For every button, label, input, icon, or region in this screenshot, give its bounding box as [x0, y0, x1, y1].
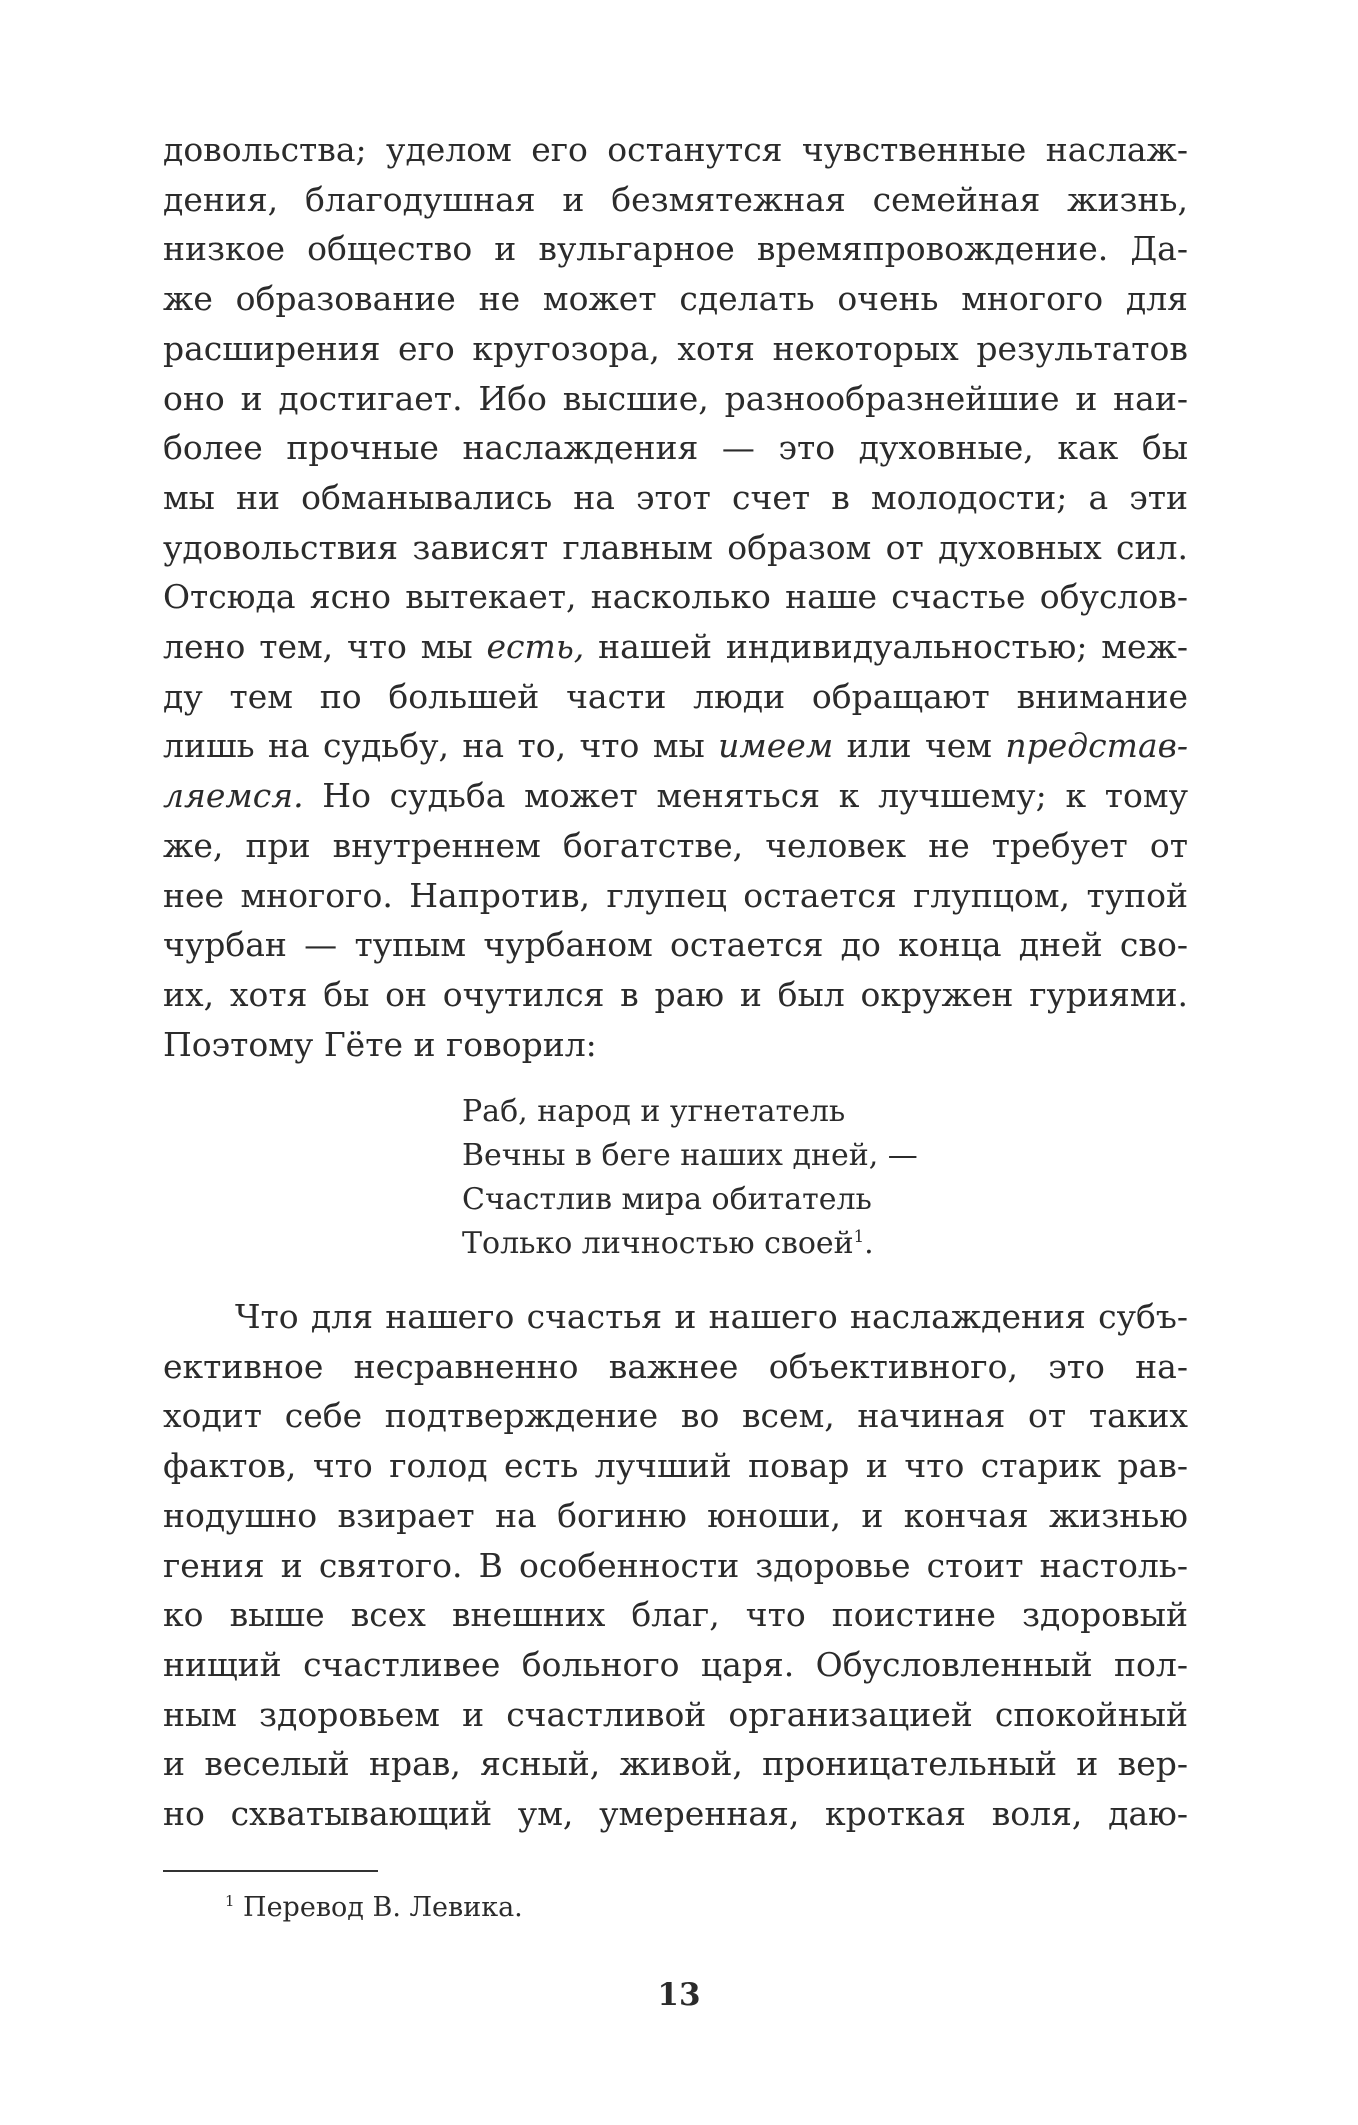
text-line: Что для нашего счастья и нашего наслаждения субъ-: [235, 1297, 1188, 1336]
text-line: же образование не может сделать очень многого для: [163, 279, 1188, 319]
footnote: [225, 1892, 523, 1923]
text-line: Отсюда ясно вытекает, насколько наше счастье обуслов-: [163, 577, 1188, 617]
text-line: ективное несравненно важнее объективного, это на-: [163, 1346, 1188, 1386]
footnote-reference[interactable]: 1: [853, 1227, 865, 1246]
text-line: ходит себе подтверждение во всем, начиная от таких: [163, 1396, 1188, 1436]
text-line: [163, 721, 1188, 771]
paragraph-1: [163, 125, 1188, 1069]
footnote-mark: 1: [225, 1892, 235, 1910]
text-run: нашей индивидуальностью; меж-: [584, 627, 1188, 667]
text-line: расширения его кругозора, хотя некоторых результатов: [163, 328, 1188, 368]
verse-line: [462, 1222, 918, 1266]
text-line: [163, 771, 1188, 821]
text-line: более прочные наслаждения — это духовные, как бы: [163, 428, 1188, 468]
text-line: Поэтому Гёте и говорил:: [163, 1024, 597, 1064]
verse-quote: [462, 1090, 918, 1266]
text-line: ко выше всех внешних благ, что поистине здоровый: [163, 1595, 1188, 1635]
text-line: [163, 622, 1188, 672]
text-line: их, хотя бы он очутился в раю и был окружен гуриями.: [163, 974, 1188, 1014]
text-line: нищий счастливее больного царя. Обусловленный пол-: [163, 1644, 1188, 1684]
footnote-separator: [163, 1870, 378, 1872]
text-line: удовольствия зависят главным образом от духовных сил.: [163, 527, 1188, 567]
text-line: дения, благодушная и безмятежная семейная жизнь,: [163, 179, 1188, 219]
footnote-text: Перевод В. Левика.: [234, 1892, 523, 1923]
text-line: мы ни обманывались на этот счет в молодости; а эти: [163, 477, 1188, 517]
text-line: же, при внутреннем богатстве, человек не требует от: [163, 825, 1188, 865]
text-line: гения и святого. В особенности здоровье стоит настоль-: [163, 1545, 1188, 1585]
text-run: лено тем, что мы: [163, 627, 487, 667]
text-line: низкое общество и вульгарное времяпровождение. Да-: [163, 229, 1188, 269]
emphasis-imeem: имеем: [718, 726, 834, 766]
text-run: Но судьба может меняться к лучшему; к тому: [303, 776, 1188, 816]
verse-line: Раб, народ и угнетатель: [462, 1094, 846, 1129]
page-number: 13: [657, 1977, 701, 2013]
paragraph-2: [163, 1292, 1188, 1839]
verse-line: Счастлив мира обитатель: [462, 1182, 872, 1217]
text-line: но схватывающий ум, умеренная, кроткая воля, даю-: [163, 1794, 1188, 1834]
text-line: довольства; уделом его останутся чувственные наслаж-: [163, 130, 1188, 169]
emphasis-est: есть,: [486, 627, 585, 667]
text-line: чурбан — тупым чурбаном остается до конца дней сво-: [163, 925, 1188, 965]
text-line: нее многого. Напротив, глупец остается глупцом, тупой: [163, 875, 1188, 915]
text-line: ду тем по большей части люди обращают внимание: [163, 676, 1188, 716]
verse-text: Только личностью своей: [462, 1226, 854, 1261]
emphasis-lyaemsya: ляемся.: [163, 776, 304, 816]
text-line: и веселый нрав, ясный, живой, проницательный и вер-: [163, 1744, 1188, 1784]
text-line: фактов, что голод есть лучший повар и что старик рав-: [163, 1446, 1188, 1486]
emphasis-predstav: представ-: [1005, 726, 1188, 766]
text-run: или чем: [833, 726, 1006, 766]
text-line: оно и достигает. Ибо высшие, разнообразнейшие и наи-: [163, 378, 1188, 418]
text-run: лишь на судьбу, на то, что мы: [163, 726, 719, 766]
text-line: нодушно взирает на богиню юноши, и кончая жизнью: [163, 1495, 1188, 1535]
text-line: ным здоровьем и счастливой организацией спокойный: [163, 1694, 1188, 1734]
verse-line: Вечны в беге наших дней, —: [462, 1138, 918, 1173]
verse-punctuation: .: [864, 1226, 874, 1261]
